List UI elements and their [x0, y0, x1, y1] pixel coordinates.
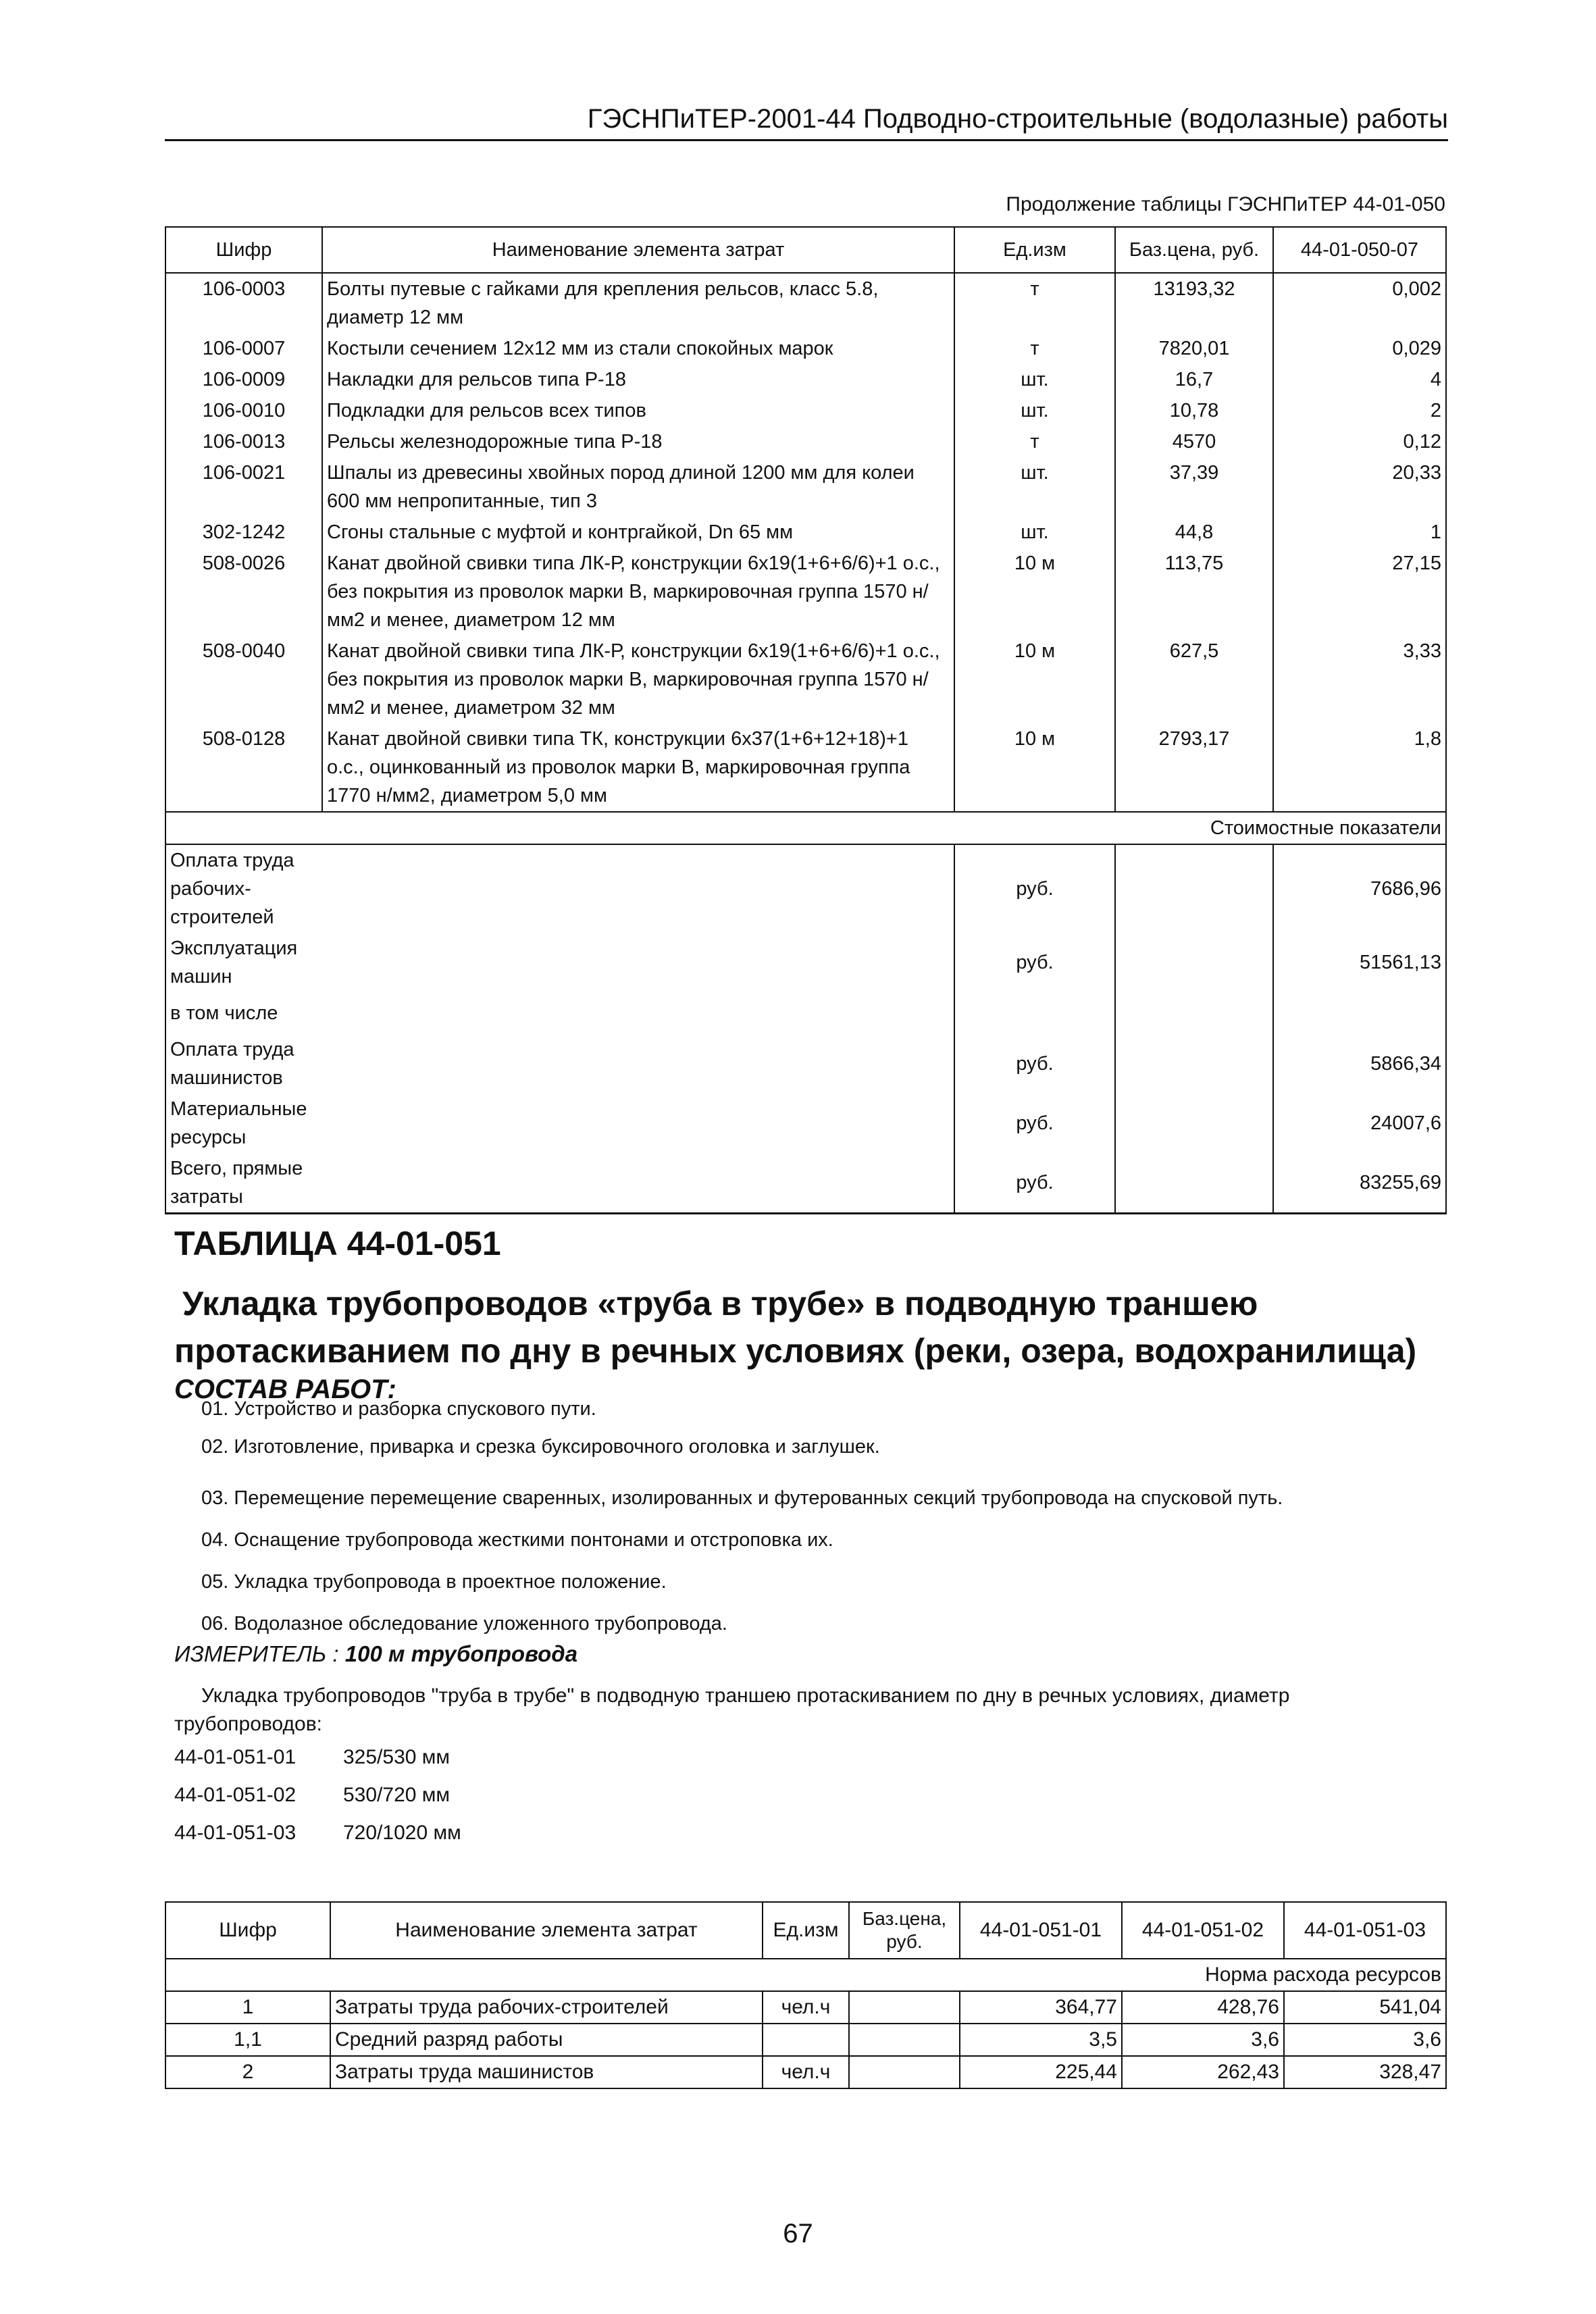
row-code: 508-0128: [165, 723, 322, 812]
summary-row: [165, 1153, 1446, 1214]
table-heading-line-2: протаскиванием по дну в речных условиях (реки, озера, водохранилища): [174, 1332, 1417, 1370]
row-name: Затраты труда рабочих-строителей: [330, 1991, 763, 2024]
column-header-unit: Ед.изм: [763, 1902, 849, 1959]
page-number: 67: [783, 2219, 813, 2248]
row-name: Болты путевые с гайками для крепления рельсов, класс 5.8, диаметр 12 мм: [322, 273, 954, 333]
table-heading-line-1: Укладка трубопроводов «труба в трубе» в подводную траншею: [182, 1285, 1258, 1322]
row-name: Рельсы железнодорожные типа Р-18: [322, 426, 954, 457]
row-name: Костыли сечением 12х12 мм из стали спокойных марок: [322, 333, 954, 364]
works-section-label: СОСТАВ РАБОТ:: [174, 1374, 396, 1404]
table-header-row: [165, 1902, 1446, 1959]
summary-unit: руб.: [954, 933, 1115, 992]
row-unit: т: [954, 426, 1115, 457]
summary-value: [1273, 992, 1446, 1034]
row-value-02: 262,43: [1122, 2056, 1284, 2088]
measure-unit: [174, 1641, 577, 1667]
row-price: 2793,17: [1115, 723, 1273, 812]
row-unit: т: [954, 273, 1115, 333]
column-header-norm-03: 44-01-051-03: [1284, 1902, 1446, 1959]
row-price: [849, 2056, 960, 2088]
row-name: Шпалы из древесины хвойных пород длиной 1200 мм для колеи 600 мм непропитанные, тип 3: [322, 457, 954, 517]
row-qty: 1: [1273, 517, 1446, 548]
summary-unit: руб.: [954, 1034, 1115, 1094]
summary-unit: [954, 992, 1115, 1034]
row-price: 16,7: [1115, 364, 1273, 395]
column-header-name: Наименование элемента затрат: [322, 227, 954, 273]
measure-value: 100 м трубопровода: [344, 1641, 578, 1666]
table-row: [165, 457, 1446, 517]
row-code: 106-0003: [165, 273, 322, 333]
variant-row: [174, 1822, 461, 1845]
summary-unit: руб.: [954, 844, 1115, 933]
row-price: 113,75: [1115, 548, 1273, 636]
row-code: 106-0021: [165, 457, 322, 517]
table-header-row: [165, 227, 1446, 273]
row-price: 37,39: [1115, 457, 1273, 517]
row-unit: 10 м: [954, 723, 1115, 812]
row-value-01: 364,77: [960, 1991, 1122, 2024]
row-unit: 10 м: [954, 636, 1115, 723]
table-row: [165, 2024, 1446, 2056]
table-continuation-caption: Продолжение таблицы ГЭСНПиТЕР 44-01-050: [1006, 193, 1445, 215]
row-code: 302-1242: [165, 517, 322, 548]
variant-code: 44-01-051-03: [174, 1822, 297, 1844]
row-code: 1,1: [165, 2024, 330, 2056]
list-item: 03. Перемещение перемещение сваренных, изолированных и футерованных секций трубопровода на спусковой путь.: [201, 1487, 1283, 1509]
summary-row: [165, 844, 1446, 933]
measure-label: ИЗМЕРИТЕЛЬ :: [174, 1641, 339, 1666]
table-description: Укладка трубопроводов "труба в трубе" в подводную траншею протаскиванием по дну в речных условиях, диаметр трубопроводов:: [174, 1685, 1290, 1735]
row-qty: 0,029: [1273, 333, 1446, 364]
list-item: 05. Укладка трубопровода в проектное положение.: [201, 1571, 667, 1593]
list-item: 06. Водолазное обследование уложенного трубопровода.: [201, 1613, 727, 1635]
row-qty: 0,002: [1273, 273, 1446, 333]
row-name: Средний разряд работы: [330, 2024, 763, 2056]
row-name: Канат двойной свивки типа ТК, конструкции 6х37(1+6+12+18)+1 о.с., оцинкованный из проволок марки В, маркировочная группа 1770 н/мм2, диаметром 5,0 мм: [322, 723, 954, 812]
row-code: 508-0040: [165, 636, 322, 723]
summary-row: [165, 1094, 1446, 1153]
row-name: Канат двойной свивки типа ЛК-Р, конструкции 6х19(1+6+6/6)+1 о.с., без покрытия из проволок марки В, маркировочная группа 1570 н/мм2 и менее, диаметром 32 мм: [322, 636, 954, 723]
variant-row: [174, 1784, 450, 1807]
row-code: 1: [165, 1991, 330, 2024]
summary-value: 5866,34: [1273, 1034, 1446, 1094]
column-header-price: Баз.цена, руб.: [1115, 227, 1273, 273]
row-unit: шт.: [954, 517, 1115, 548]
row-unit: шт.: [954, 395, 1115, 426]
row-value-03: 541,04: [1284, 1991, 1446, 2024]
row-name: Затраты труда машинистов: [330, 2056, 763, 2088]
column-header-name: Наименование элемента затрат: [330, 1902, 763, 1959]
column-header-norm: 44-01-050-07: [1273, 227, 1446, 273]
row-unit: чел.ч: [763, 2056, 849, 2088]
norm-header-label: Норма расхода ресурсов: [165, 1959, 1446, 1991]
row-qty: 20,33: [1273, 457, 1446, 517]
row-code: 106-0007: [165, 333, 322, 364]
row-qty: 4: [1273, 364, 1446, 395]
column-header-unit: Ед.изм: [954, 227, 1115, 273]
summary-label: Всего, прямые затраты: [165, 1153, 322, 1214]
table-row: [165, 1991, 1446, 2024]
row-value-03: 3,6: [1284, 2024, 1446, 2056]
cost-indicators-label: Стоимостные показатели: [165, 812, 1446, 844]
variant-code: 44-01-051-01: [174, 1746, 297, 1768]
summary-row: [165, 1034, 1446, 1094]
table-row: [165, 636, 1446, 723]
table-row: [165, 426, 1446, 457]
table-row: [165, 517, 1446, 548]
table-row: [165, 723, 1446, 812]
variant-value: 530/720 мм: [343, 1784, 451, 1806]
row-unit: чел.ч: [763, 1991, 849, 2024]
row-price: [849, 1991, 960, 2024]
column-header-code: Шифр: [165, 1902, 330, 1959]
page-header: ГЭСНПиТЕР-2001-44 Подводно-строительные (водолазные) работы: [165, 101, 1448, 141]
row-unit: [763, 2024, 849, 2056]
row-qty: 1,8: [1273, 723, 1446, 812]
table-row: [165, 395, 1446, 426]
summary-value: 7686,96: [1273, 844, 1446, 933]
row-code: 106-0013: [165, 426, 322, 457]
row-price: 13193,32: [1115, 273, 1273, 333]
variant-value: 325/530 мм: [343, 1746, 451, 1768]
row-qty: 2: [1273, 395, 1446, 426]
row-value-02: 428,76: [1122, 1991, 1284, 2024]
row-qty: 3,33: [1273, 636, 1446, 723]
row-value-01: 225,44: [960, 2056, 1122, 2088]
row-code: 508-0026: [165, 548, 322, 636]
variant-code: 44-01-051-02: [174, 1784, 297, 1806]
row-unit: шт.: [954, 457, 1115, 517]
row-name: Подкладки для рельсов всех типов: [322, 395, 954, 426]
resource-table-44-01-051: [165, 1901, 1447, 2089]
row-price: [849, 2024, 960, 2056]
row-price: 4570: [1115, 426, 1273, 457]
row-price: 44,8: [1115, 517, 1273, 548]
table-row: [165, 273, 1446, 333]
row-name: Канат двойной свивки типа ЛК-Р, конструкции 6х19(1+6+6/6)+1 о.с., без покрытия из проволок марки В, маркировочная группа 1570 н/мм2 и менее, диаметром 12 мм: [322, 548, 954, 636]
summary-unit: руб.: [954, 1094, 1115, 1153]
summary-row: [165, 992, 1446, 1034]
summary-label: Материальные ресурсы: [165, 1094, 322, 1153]
norm-header-row: [165, 1959, 1446, 1991]
row-name: Накладки для рельсов типа Р-18: [322, 364, 954, 395]
column-header-price: Баз.цена, руб.: [849, 1902, 960, 1959]
row-unit: 10 м: [954, 548, 1115, 636]
list-item: 01. Устройство и разборка спускового пути.: [201, 1398, 596, 1420]
column-header-norm-02: 44-01-051-02: [1122, 1902, 1284, 1959]
cost-indicators-header: [165, 812, 1446, 844]
variant-row: [174, 1746, 450, 1769]
table-row: [165, 333, 1446, 364]
list-item: 02. Изготовление, приварка и срезка буксировочного оголовка и заглушек.: [201, 1436, 880, 1458]
row-price: 10,78: [1115, 395, 1273, 426]
summary-row: [165, 933, 1446, 992]
summary-label: в том числе: [165, 992, 322, 1034]
row-value-01: 3,5: [960, 2024, 1122, 2056]
resource-table-44-01-050: [165, 226, 1447, 1214]
row-unit: шт.: [954, 364, 1115, 395]
row-name: Сгоны стальные с муфтой и контргайкой, Dn 65 мм: [322, 517, 954, 548]
row-price: 7820,01: [1115, 333, 1273, 364]
summary-value: 83255,69: [1273, 1153, 1446, 1214]
column-header-norm-01: 44-01-051-01: [960, 1902, 1122, 1959]
summary-label: Оплата труда рабочих-строителей: [165, 844, 322, 933]
summary-label: Эксплуатация машин: [165, 933, 322, 992]
row-code: 106-0010: [165, 395, 322, 426]
row-qty: 0,12: [1273, 426, 1446, 457]
table-row: [165, 364, 1446, 395]
summary-value: 51561,13: [1273, 933, 1446, 992]
row-value-02: 3,6: [1122, 2024, 1284, 2056]
summary-value: 24007,6: [1273, 1094, 1446, 1153]
row-code: 2: [165, 2056, 330, 2088]
row-price: 627,5: [1115, 636, 1273, 723]
list-item: 04. Оснащение трубопровода жесткими понтонами и отстроповка их.: [201, 1529, 833, 1551]
summary-unit: руб.: [954, 1153, 1115, 1214]
table-row: [165, 548, 1446, 636]
row-code: 106-0009: [165, 364, 322, 395]
column-header-code: Шифр: [165, 227, 322, 273]
row-unit: т: [954, 333, 1115, 364]
summary-label: Оплата труда машинистов: [165, 1034, 322, 1094]
table-heading: [174, 1280, 1458, 1374]
table-title: ТАБЛИЦА 44-01-051: [174, 1225, 501, 1262]
variant-value: 720/1020 мм: [343, 1822, 461, 1844]
row-qty: 27,15: [1273, 548, 1446, 636]
row-value-03: 328,47: [1284, 2056, 1446, 2088]
table-row: [165, 2056, 1446, 2088]
